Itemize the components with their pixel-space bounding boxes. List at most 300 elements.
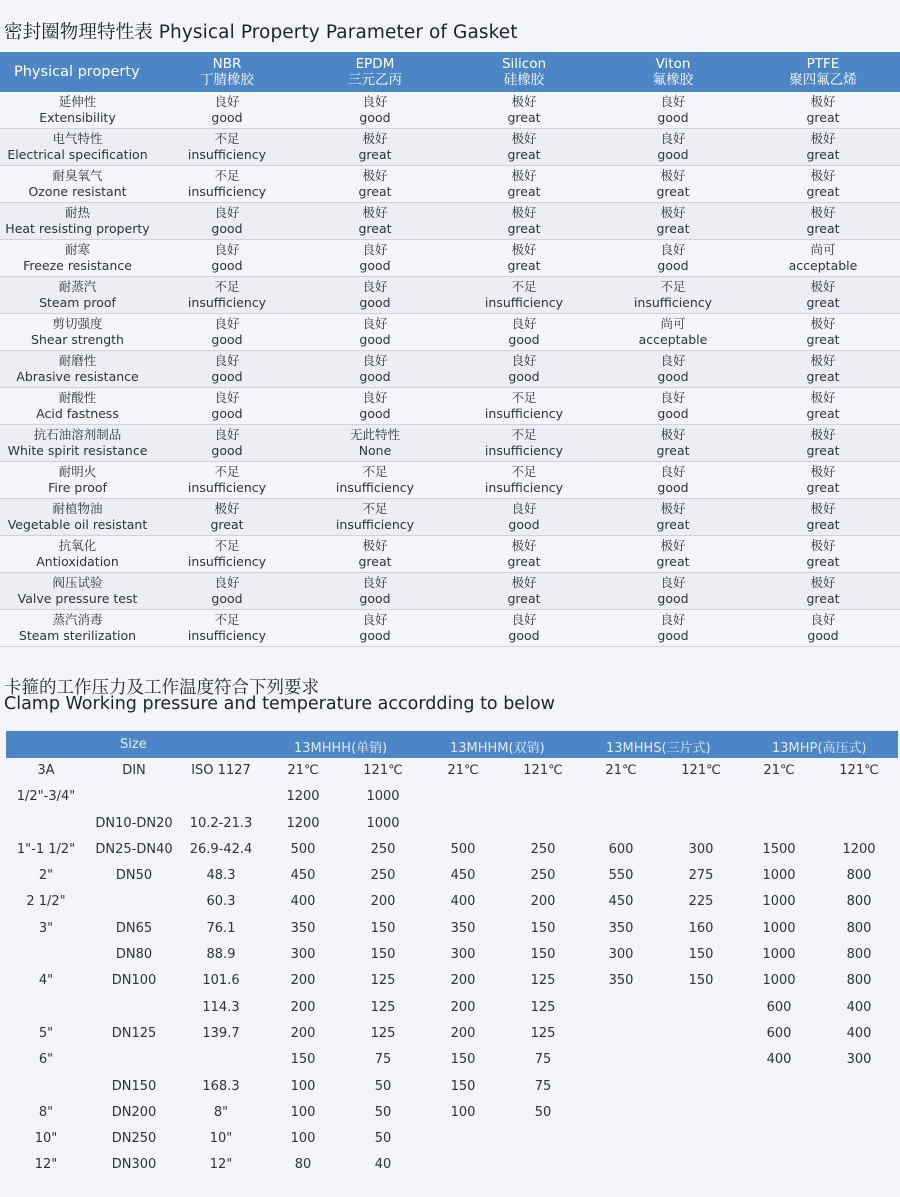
- clamp-table-body: [6, 758, 898, 1179]
- clamp-cell: 400: [450, 894, 476, 910]
- clamp-cell: 350: [450, 920, 476, 936]
- rating-cell: [598, 205, 748, 236]
- rating-en: great: [806, 590, 840, 606]
- rating-cell: [152, 538, 302, 569]
- clamp-title-zh: 卡箍的工作压力及工作温度符合下列要求: [4, 678, 319, 698]
- rating-cell: [300, 427, 450, 458]
- clamp-table-row: [6, 811, 898, 837]
- rating-zh: 极好: [214, 501, 240, 516]
- rating-cell: [449, 316, 599, 347]
- rating-zh: 极好: [362, 131, 388, 146]
- rating-en: good: [359, 257, 391, 273]
- rating-cell: [152, 427, 302, 458]
- rating-en: great: [507, 590, 541, 606]
- clamp-cell: 75: [534, 1052, 552, 1068]
- clamp-cell: 121℃: [363, 763, 403, 778]
- rating-en: good: [508, 627, 540, 643]
- rating-zh: 极好: [810, 279, 836, 294]
- clamp-cell: DN250: [111, 1131, 157, 1147]
- property-name-en: Heat resisting property: [5, 220, 150, 236]
- clamp-cell: 350: [290, 920, 316, 936]
- rating-cell: [449, 464, 599, 495]
- clamp-cell: 121℃: [839, 763, 879, 778]
- rating-en: great: [806, 294, 840, 310]
- header-physical-property: Physical property: [14, 64, 140, 80]
- rating-cell: [748, 94, 898, 125]
- gasket-table-row: [0, 573, 900, 610]
- rating-zh: 不足: [362, 501, 388, 516]
- property-name-cell: [0, 501, 155, 532]
- clamp-cell: 150: [370, 920, 396, 936]
- rating-en: good: [359, 627, 391, 643]
- clamp-cell: DN125: [111, 1025, 157, 1041]
- rating-en: good: [657, 479, 689, 495]
- clamp-cell: 121℃: [681, 763, 721, 778]
- clamp-cell: DN10-DN20: [95, 815, 173, 831]
- rating-en: insufficiency: [484, 442, 564, 458]
- clamp-table-row: [6, 1152, 898, 1178]
- property-name-en: Acid fastness: [36, 405, 119, 421]
- rating-zh: 极好: [810, 538, 836, 553]
- clamp-cell: 300: [608, 947, 634, 963]
- rating-zh: 良好: [660, 131, 686, 146]
- rating-cell: [152, 353, 302, 384]
- rating-cell: [598, 168, 748, 199]
- rating-en: great: [507, 109, 541, 125]
- rating-en: great: [806, 183, 840, 199]
- rating-zh: 不足: [214, 538, 240, 553]
- clamp-table-row: [6, 995, 898, 1021]
- clamp-cell: 75: [534, 1078, 552, 1094]
- rating-cell: [598, 538, 748, 569]
- clamp-cell: 1000: [762, 973, 796, 989]
- rating-cell: [598, 242, 748, 273]
- rating-en: insufficiency: [484, 405, 564, 421]
- rating-cell: [449, 168, 599, 199]
- rating-zh: 良好: [362, 94, 388, 109]
- clamp-cell: 168.3: [202, 1078, 240, 1094]
- rating-zh: 极好: [810, 168, 836, 183]
- clamp-cell: 3A: [37, 763, 55, 778]
- header-epdm: [300, 56, 450, 88]
- clamp-cell: 150: [530, 920, 556, 936]
- header-epdm-zh: 三元乙丙: [348, 72, 402, 88]
- clamp-cell: 100: [290, 1078, 316, 1094]
- rating-zh: 良好: [214, 94, 240, 109]
- rating-en: good: [508, 368, 540, 384]
- rating-zh: 极好: [810, 205, 836, 220]
- gasket-table-row: [0, 129, 900, 166]
- rating-cell: [598, 279, 748, 310]
- property-name-en: Extensibility: [39, 109, 116, 125]
- rating-en: great: [507, 146, 541, 162]
- rating-cell: [449, 501, 599, 532]
- clamp-cell: 12": [209, 1157, 233, 1173]
- rating-en: good: [359, 590, 391, 606]
- property-name-cell: [0, 390, 155, 421]
- property-name-en: Shear strength: [31, 331, 124, 347]
- clamp-cell: DN200: [111, 1104, 157, 1120]
- clamp-cell: 114.3: [202, 999, 240, 1015]
- clamp-cell: 50: [534, 1104, 552, 1120]
- rating-zh: 极好: [362, 205, 388, 220]
- rating-cell: [152, 501, 302, 532]
- rating-zh: 良好: [511, 353, 537, 368]
- property-name-cell: [0, 538, 155, 569]
- rating-zh: 良好: [660, 464, 686, 479]
- clamp-cell: 21℃: [763, 763, 795, 778]
- clamp-cell: 600: [766, 999, 792, 1015]
- gasket-table-header: [0, 52, 900, 92]
- rating-zh: 极好: [810, 94, 836, 109]
- gasket-property-table: [0, 52, 900, 647]
- property-name-zh: 抗石油溶剂制品: [33, 427, 122, 442]
- property-name-en: Antioxidation: [36, 553, 119, 569]
- clamp-cell: 2 1/2": [26, 894, 66, 910]
- rating-zh: 不足: [511, 427, 537, 442]
- rating-zh: 良好: [362, 316, 388, 331]
- property-name-zh: 阀压试验: [52, 575, 103, 590]
- clamp-table-row: [6, 758, 898, 784]
- gasket-table-row: [0, 203, 900, 240]
- rating-en: good: [211, 590, 243, 606]
- clamp-cell: 40: [374, 1157, 392, 1173]
- clamp-cell: DN65: [115, 920, 153, 936]
- rating-en: insufficiency: [335, 516, 415, 532]
- clamp-cell: 500: [290, 841, 316, 857]
- clamp-cell: 125: [370, 999, 396, 1015]
- property-name-zh: 耐酸性: [58, 390, 97, 405]
- rating-zh: 极好: [810, 501, 836, 516]
- rating-cell: [748, 353, 898, 384]
- clamp-cell: 2": [38, 868, 54, 884]
- rating-cell: [748, 316, 898, 347]
- property-name-cell: [0, 205, 155, 236]
- clamp-cell: 1"-1 1/2": [16, 841, 76, 857]
- clamp-cell: 4": [38, 973, 54, 989]
- rating-en: great: [656, 553, 690, 569]
- rating-en: good: [508, 516, 540, 532]
- rating-en: great: [806, 553, 840, 569]
- property-name-cell: [0, 575, 155, 606]
- clamp-table-row: [6, 784, 898, 810]
- header-ptfe: [748, 56, 898, 88]
- rating-cell: [152, 464, 302, 495]
- clamp-cell: 3": [38, 920, 54, 936]
- rating-en: good: [359, 405, 391, 421]
- rating-en: great: [806, 405, 840, 421]
- rating-en: insufficiency: [633, 294, 713, 310]
- rating-en: good: [359, 368, 391, 384]
- clamp-cell: 1000: [762, 868, 796, 884]
- rating-cell: [152, 242, 302, 273]
- clamp-cell: 60.3: [206, 894, 236, 910]
- clamp-cell: 150: [290, 1052, 316, 1068]
- rating-cell: [748, 168, 898, 199]
- rating-en: great: [806, 479, 840, 495]
- rating-zh: 不足: [511, 279, 537, 294]
- header-ptfe-zh: 聚四氟乙烯: [789, 72, 857, 88]
- rating-zh: 良好: [660, 390, 686, 405]
- property-name-en: Fire proof: [48, 479, 107, 495]
- rating-zh: 不足: [214, 612, 240, 627]
- rating-en: great: [507, 183, 541, 199]
- property-name-en: Ozone resistant: [28, 183, 127, 199]
- header-13mhhh: 13MHHH(单销): [294, 741, 388, 756]
- rating-cell: [300, 279, 450, 310]
- gasket-table-row: [0, 388, 900, 425]
- rating-zh: 良好: [214, 316, 240, 331]
- property-name-zh: 剪切强度: [52, 316, 103, 331]
- clamp-title-en: Clamp Working pressure and temperature accordding to below: [4, 694, 555, 714]
- rating-zh: 极好: [660, 205, 686, 220]
- property-name-zh: 耐寒: [64, 242, 90, 257]
- rating-cell: [598, 94, 748, 125]
- rating-zh: 极好: [511, 205, 537, 220]
- rating-cell: [152, 390, 302, 421]
- rating-zh: 良好: [214, 390, 240, 405]
- rating-zh: 不足: [214, 464, 240, 479]
- clamp-cell: 250: [530, 868, 556, 884]
- gasket-table-row: [0, 351, 900, 388]
- rating-cell: [449, 279, 599, 310]
- rating-cell: [152, 279, 302, 310]
- rating-zh: 良好: [214, 242, 240, 257]
- clamp-cell: 50: [374, 1104, 392, 1120]
- rating-en: good: [211, 109, 243, 125]
- property-name-en: Steam proof: [39, 294, 116, 310]
- property-name-zh: 蒸汽消毒: [52, 612, 103, 627]
- gasket-table-row: [0, 92, 900, 129]
- rating-cell: [598, 353, 748, 384]
- rating-zh: 尚可: [660, 316, 686, 331]
- rating-cell: [300, 390, 450, 421]
- clamp-cell: 48.3: [206, 868, 236, 884]
- property-name-cell: [0, 279, 155, 310]
- clamp-cell: 50: [374, 1078, 392, 1094]
- rating-cell: [598, 575, 748, 606]
- rating-en: great: [806, 442, 840, 458]
- gasket-table-row: [0, 536, 900, 573]
- rating-zh: 良好: [214, 575, 240, 590]
- clamp-cell: 400: [290, 894, 316, 910]
- property-name-cell: [0, 612, 155, 643]
- property-name-cell: [0, 316, 155, 347]
- header-viton-zh: 氟橡胶: [652, 72, 694, 88]
- rating-en: good: [657, 368, 689, 384]
- gasket-table-body: [0, 92, 900, 647]
- rating-cell: [449, 427, 599, 458]
- property-name-en: White spirit resistance: [7, 442, 148, 458]
- rating-zh: 极好: [810, 575, 836, 590]
- rating-zh: 极好: [511, 242, 537, 257]
- rating-en: None: [358, 442, 392, 458]
- rating-en: good: [807, 627, 839, 643]
- header-13mhp: 13MHP(高压式): [772, 741, 867, 756]
- property-name-cell: [0, 242, 155, 273]
- header-viton: [598, 56, 748, 88]
- property-name-en: Electrical specification: [7, 146, 148, 162]
- clamp-cell: 250: [370, 868, 396, 884]
- clamp-cell: DN300: [111, 1157, 157, 1173]
- clamp-cell: 21℃: [287, 763, 319, 778]
- rating-en: insufficiency: [484, 294, 564, 310]
- rating-cell: [598, 464, 748, 495]
- header-ptfe-en: PTFE: [806, 56, 840, 72]
- rating-en: good: [657, 405, 689, 421]
- rating-en: great: [358, 146, 392, 162]
- rating-cell: [152, 94, 302, 125]
- clamp-cell: 10.2-21.3: [189, 815, 253, 831]
- clamp-cell: 1200: [842, 841, 876, 857]
- rating-zh: 不足: [214, 168, 240, 183]
- rating-cell: [598, 612, 748, 643]
- rating-cell: [748, 242, 898, 273]
- rating-zh: 不足: [511, 464, 537, 479]
- rating-cell: [300, 131, 450, 162]
- property-name-zh: 耐蒸汽: [58, 279, 97, 294]
- rating-en: insufficiency: [484, 479, 564, 495]
- rating-zh: 良好: [660, 575, 686, 590]
- rating-zh: 不足: [214, 131, 240, 146]
- rating-en: great: [656, 183, 690, 199]
- clamp-cell: 800: [846, 947, 872, 963]
- rating-en: good: [508, 331, 540, 347]
- clamp-cell: 800: [846, 868, 872, 884]
- property-name-en: Valve pressure test: [17, 590, 138, 606]
- gasket-table-row: [0, 425, 900, 462]
- rating-cell: [300, 242, 450, 273]
- rating-cell: [449, 131, 599, 162]
- clamp-cell: 200: [290, 973, 316, 989]
- rating-en: good: [359, 294, 391, 310]
- clamp-cell: 1000: [762, 920, 796, 936]
- rating-en: great: [806, 516, 840, 532]
- rating-cell: [300, 464, 450, 495]
- rating-cell: [152, 612, 302, 643]
- rating-zh: 极好: [810, 390, 836, 405]
- rating-en: great: [806, 331, 840, 347]
- clamp-cell: 10": [209, 1131, 233, 1147]
- clamp-table-row: [6, 1021, 898, 1047]
- clamp-table-row: [6, 916, 898, 942]
- clamp-cell: 450: [608, 894, 634, 910]
- rating-zh: 良好: [214, 205, 240, 220]
- clamp-cell: 150: [688, 947, 714, 963]
- clamp-cell: 139.7: [202, 1025, 240, 1041]
- rating-en: great: [358, 183, 392, 199]
- rating-cell: [300, 316, 450, 347]
- rating-en: good: [211, 331, 243, 347]
- rating-zh: 极好: [660, 501, 686, 516]
- clamp-table-row: [6, 1126, 898, 1152]
- header-silicon: [449, 56, 599, 88]
- rating-cell: [598, 501, 748, 532]
- header-epdm-en: EPDM: [355, 56, 395, 72]
- clamp-cell: 150: [688, 973, 714, 989]
- rating-zh: 极好: [810, 316, 836, 331]
- rating-zh: 良好: [362, 390, 388, 405]
- header-13mhhs: 13MHHS(三片式): [606, 741, 711, 756]
- rating-cell: [598, 427, 748, 458]
- rating-zh: 极好: [362, 168, 388, 183]
- rating-cell: [449, 390, 599, 421]
- clamp-cell: 800: [846, 920, 872, 936]
- rating-zh: 极好: [660, 168, 686, 183]
- rating-cell: [598, 316, 748, 347]
- clamp-table-row: [6, 1074, 898, 1100]
- rating-en: great: [806, 220, 840, 236]
- rating-en: great: [806, 368, 840, 384]
- rating-zh: 极好: [511, 94, 537, 109]
- clamp-table-row: [6, 968, 898, 994]
- rating-en: good: [211, 220, 243, 236]
- rating-en: insufficiency: [187, 294, 267, 310]
- rating-zh: 良好: [362, 279, 388, 294]
- rating-en: insufficiency: [187, 183, 267, 199]
- property-name-zh: 电气特性: [52, 131, 103, 146]
- rating-en: great: [656, 220, 690, 236]
- clamp-table-row: [6, 889, 898, 915]
- clamp-cell: 1000: [366, 815, 400, 831]
- rating-cell: [300, 168, 450, 199]
- property-name-zh: 耐臭氧气: [52, 168, 103, 183]
- clamp-cell: 1000: [762, 894, 796, 910]
- rating-cell: [598, 131, 748, 162]
- clamp-cell: 1000: [366, 789, 400, 805]
- clamp-cell: 1500: [762, 841, 796, 857]
- clamp-cell: 200: [370, 894, 396, 910]
- rating-cell: [748, 538, 898, 569]
- rating-zh: 良好: [660, 353, 686, 368]
- rating-cell: [300, 538, 450, 569]
- rating-zh: 不足: [511, 390, 537, 405]
- clamp-cell: 200: [290, 1025, 316, 1041]
- clamp-cell: 300: [450, 947, 476, 963]
- clamp-table-row: [6, 837, 898, 863]
- rating-zh: 不足: [214, 279, 240, 294]
- clamp-cell: 121℃: [523, 763, 563, 778]
- clamp-cell: 400: [766, 1052, 792, 1068]
- property-name-zh: 耐热: [64, 205, 90, 220]
- rating-cell: [300, 501, 450, 532]
- rating-zh: 良好: [362, 353, 388, 368]
- rating-en: good: [657, 627, 689, 643]
- clamp-cell: 75: [374, 1052, 392, 1068]
- rating-zh: 良好: [511, 316, 537, 331]
- clamp-cell: 125: [370, 1025, 396, 1041]
- rating-en: great: [358, 553, 392, 569]
- clamp-table-header: [6, 731, 898, 758]
- clamp-cell: DN50: [115, 868, 153, 884]
- rating-zh: 极好: [511, 575, 537, 590]
- rating-cell: [598, 390, 748, 421]
- rating-en: insufficiency: [335, 479, 415, 495]
- rating-cell: [449, 575, 599, 606]
- rating-zh: 极好: [362, 538, 388, 553]
- property-name-zh: 抗氧化: [58, 538, 97, 553]
- gasket-table-row: [0, 240, 900, 277]
- clamp-table-row: [6, 863, 898, 889]
- rating-zh: 极好: [810, 427, 836, 442]
- clamp-cell: DIN: [122, 763, 146, 778]
- rating-en: great: [656, 516, 690, 532]
- rating-en: great: [806, 109, 840, 125]
- property-name-cell: [0, 94, 155, 125]
- clamp-cell: 200: [290, 999, 316, 1015]
- clamp-cell: 200: [530, 894, 556, 910]
- clamp-cell: 21℃: [605, 763, 637, 778]
